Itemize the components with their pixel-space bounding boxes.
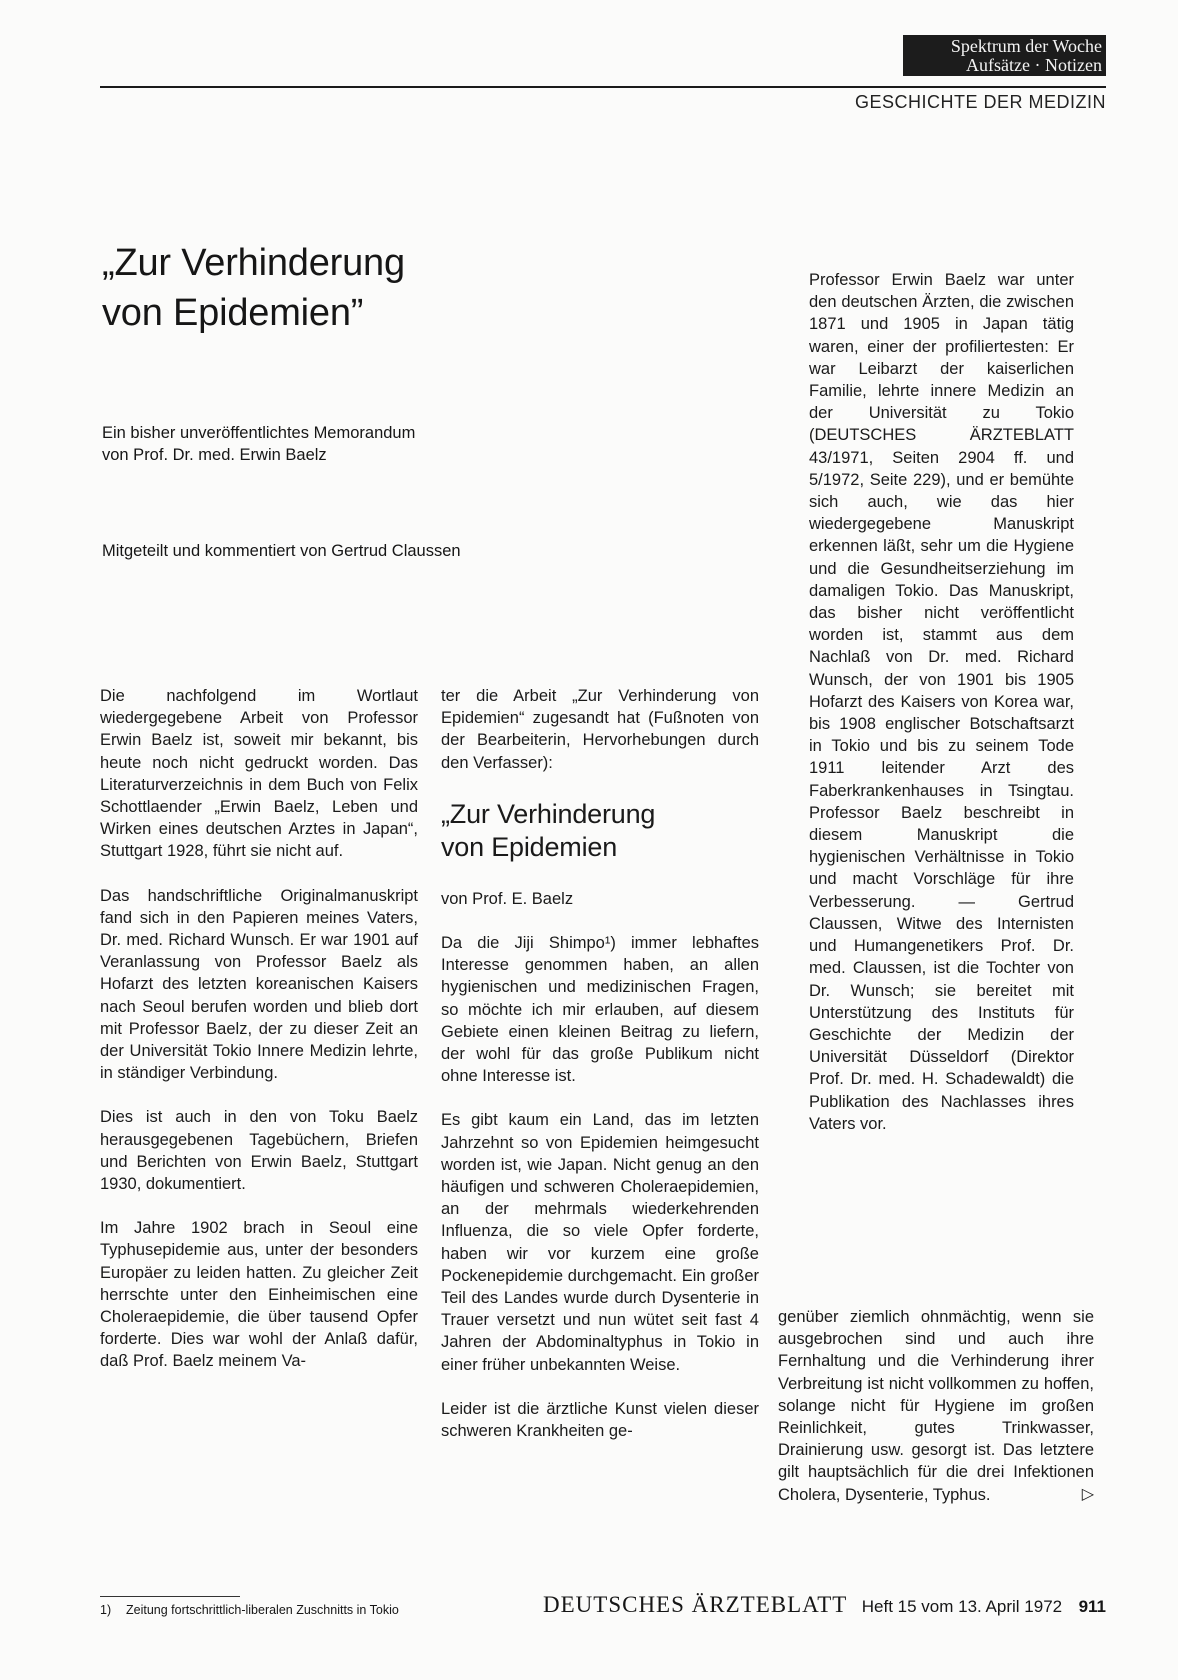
paragraph-text: genüber ziemlich ohnmächtig, wenn sie ausgebrochen sind und auch ihre Fernhaltung und die Verhinderung ihrer Verbreitung ist nicht vollkommen zu hoffen, solange nicht für Hygiene im großen Reinlichkeit, gutes Trinkwasser, Drainierung usw. gesorgt ist. Das letztere gilt hauptsächlich für die drei Infektionen Cholera, Dysenterie, Typhus. <box>778 1308 1094 1504</box>
article-subtitle <box>102 422 415 466</box>
title-line-2: von Epidemien” <box>102 292 364 334</box>
footnote-text: Zeitung fortschrittlich-liberalen Zuschnitts in Tokio <box>126 1603 399 1617</box>
header-rule <box>100 86 1106 88</box>
paragraph: Das handschriftliche Originalmanuskript fand sich in den Papieren meines Vaters, Dr. med. Richard Wunsch. Er war 1901 auf Veranlassung von Professor Baelz als Hofarzt des letzten koreanischen Kaisers nach Seoul berufen worden und blieb dort mit Professor Baelz, der zu dieser Zeit an der Universität Tokio Innere Medizin lehrte, in ständiger Verbindung. <box>100 886 418 1083</box>
paragraph: Es gibt kaum ein Land, das im letzten Jahrzehnt so von Epidemien heimgesucht worden ist, wie Japan. Nicht genug an den häufigen und schweren Choleraepidemien, an der mehrmals wiederkehrenden Influenza, die so viele Opfer forderte, haben wir vor kurzem eine große Pockenepidemie durchgemacht. Ein großer Teil des Landes wurde durch Dysenterie in Trauer versetzt und nun wütet seit fast 4 Jahren der Abdominaltyphus in Tokio in einer früher unbekannten Weise. <box>441 1111 759 1374</box>
paragraph <box>778 1306 1094 1506</box>
article-credit: Mitgeteilt und kommentiert von Gertrud Claussen <box>102 542 461 560</box>
article-title <box>102 238 405 338</box>
heading-line-2: von Epidemien <box>441 831 618 862</box>
paragraph: Im Jahre 1902 brach in Seoul eine Typhusepidemie aus, unter der besonders Europäer zu leiden hatten. Zu gleicher Zeit herrschte unter den Einheimischen eine Choleraepidemie, die über tausend Opfer forderte. Dies war wohl der Anlaß dafür, daß Prof. Baelz meinem Va- <box>100 1219 418 1371</box>
paragraph: Leider ist die ärztliche Kunst vielen dieser schweren Krankheiten ge- <box>441 1399 759 1441</box>
badge-line-2: Aufsätze · Notizen <box>966 55 1102 75</box>
paragraph: ter die Arbeit „Zur Verhinderung von Epidemien“ zugesandt hat (Fußnoten von der Bearbeiterin, Hervorhebungen durch den Verfasser): <box>441 687 759 772</box>
sidebar-intro-column <box>809 269 1074 1157</box>
memorandum-byline: von Prof. E. Baelz <box>441 889 574 908</box>
subtitle-line-2: von Prof. Dr. med. Erwin Baelz <box>102 446 327 464</box>
section-badge <box>903 35 1106 76</box>
paragraph: Die nachfolgend im Wortlaut wiedergegebene Arbeit von Professor Erwin Baelz ist, soweit mir bekannt, bis heute noch nicht gedruckt worden. Das Literaturverzeichnis in dem Buch von Felix Schottlaender „Erwin Baelz, Leben und Wirken eines deutschen Arztes in Japan“, Stuttgart 1928, führt sie nicht auf. <box>100 687 418 861</box>
issue-info: Heft 15 vom 13. April 1972 <box>861 1597 1063 1616</box>
footnote <box>100 1603 430 1617</box>
paragraph: Professor Erwin Baelz war unter den deutschen Ärzten, die zwischen 1871 und 1905 in Japan tätig waren, einer der profiliertesten: Er war Leibarzt der kaiserlichen Familie, lehrte innere Medizin an der Universität zu Tokio (DEUTSCHES ÄRZTEBLATT 43/1971, Seiten 2904 ff. und 5/1972, Seite 229), und er bemühte sich auch, wie das hier wiedergegebene Manuskript erkennen läßt, sehr um die Hygiene und die Gesundheitserziehung im damaligen Tokio. Das Manuskript, das bisher nicht veröffentlicht worden ist, stammt aus dem Nachlaß von Dr. med. Richard Wunsch, der von 1901 bis 1905 Hofarzt des Kaisers von Korea war, bis 1908 englischer Botschaftsarzt in Tokio und bis zu seinem Tode 1911 leitender Arzt des Faberkrankenhauses in Tsingtau. Professor Baelz beschreibt in diesem Manuskript die hygienischen Verhältnisse in Tokio und macht Vorschläge für ihre Verbesserung. — Gertrud Claussen, Witwe des Internisten und Humangenetikers Prof. Dr. med. Claussen, ist die Tochter von Dr. Wunsch; sie bereitet mit Unterstützung des Instituts für Geschichte der Medizin der Universität Düsseldorf (Direktor Prof. Dr. med. H. Schadewaldt) die Publikation des Nachlasses ihres Vaters vor. <box>809 271 1074 1133</box>
page-footer <box>543 1592 1106 1618</box>
column-4 <box>778 1306 1094 1506</box>
footnote-number: 1) <box>100 1603 112 1617</box>
page-number: 911 <box>1078 1597 1106 1616</box>
section-label: GESCHICHTE DER MEDIZIN <box>854 92 1106 112</box>
continue-arrow-icon: ▷ <box>1081 1485 1094 1503</box>
footnote-rule <box>100 1596 240 1597</box>
paragraph: Da die Jiji Shimpo¹) immer lebhaftes Interesse genommen haben, an allen hygienischen und medizinischen Fragen, so möchte ich mir erlauben, auf diesem Gebiete einen kleinen Beitrag zu liefern, der wohl für das große Publikum nicht ohne Interesse ist. <box>441 934 759 1086</box>
journal-name: DEUTSCHES ÄRZTEBLATT <box>543 1592 848 1617</box>
column-1 <box>100 685 418 1395</box>
subtitle-line-1: Ein bisher unveröffentlichtes Memorandum <box>102 424 416 442</box>
badge-line-1: Spektrum der Woche <box>950 36 1102 56</box>
column-2 <box>441 685 759 1464</box>
title-line-1: „Zur Verhinderung <box>102 242 405 284</box>
memorandum-heading <box>441 798 759 864</box>
heading-line-1: „Zur Verhinderung <box>441 798 656 829</box>
paragraph: Dies ist auch in den von Toku Baelz herausgegebenen Tagebüchern, Briefen und Berichten von Erwin Baelz, Stuttgart 1930, dokumentiert. <box>100 1108 418 1194</box>
